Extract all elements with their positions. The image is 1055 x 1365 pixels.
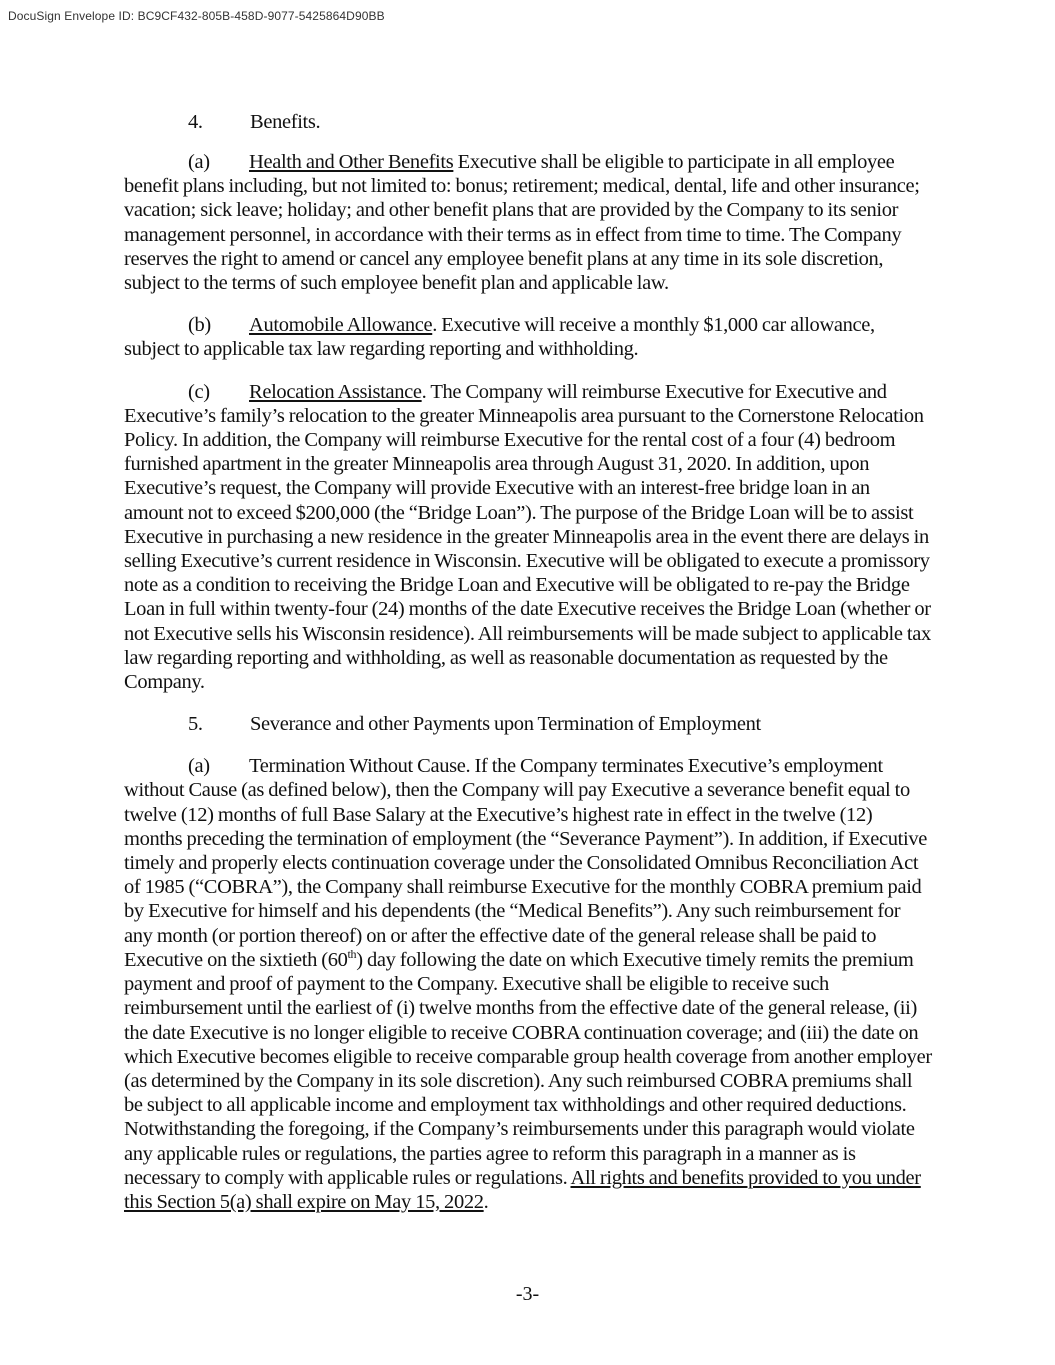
section-4-number: 4. [188,111,203,133]
section-5a-final-period: . [483,1190,489,1213]
section-5a-paragraph [124,754,932,1214]
docusign-envelope-id: DocuSign Envelope ID: BC9CF432-805B-458D-9077-5425864D90BB [8,9,385,23]
section-5a-heading: Termination Without Cause. [249,755,471,778]
section-4c-paragraph [124,380,932,695]
section-5a-label: (a) [188,755,210,778]
section-4a-paragraph [124,150,932,295]
section-5a-text-1: If the Company terminates Executive’s employment without Cause (as defined below), then the Company will pay Executive a severance benefit equal to twelve (12) months of full Base Salary at the Executive’s highest rate in effect in the twelve (12) months preceding the termination of employment (the “Severance Payment”). In addition, if Executive timely and properly elects continuation coverage under the Consolidated Omnibus Reconciliation Act of 1985 (“COBRA”), the Company shall reimburse Executive for the monthly COBRA premium paid by Executive for himself and his dependents (the “Medical Benefits”). Any such reimbursement for any month (or portion thereof) on or after the effective date of the general release shall be paid to Executive on the sixtieth (60 [124,755,927,971]
page-number: -3- [515,1283,540,1305]
section-4b-paragraph [124,313,932,361]
section-5a-text-2: ) day following the date on which Executive timely remits the premium payment and proof of payment to the Company. Executive shall be eligible to receive such reimbursement until the earliest of (i) twelve months from the effective date of the general release, (ii) the date Executive is no longer eligible to receive COBRA continuation coverage; and (iii) the date on which Executive becomes eligible to receive comparable group health coverage from another employer (as determined by the Company in its sole discretion). Any such reimbursed COBRA premiums shall be subject to all applicable income and employment tax withholdings and other required deductions. Notwithstanding the foregoing, if the Company’s reimbursements under this paragraph would violate any applicable rules or regulations, the parties agree to reform this paragraph in a manner as is necessary to comply with applicable rules or regulations. [124,948,932,1189]
document-body [124,110,932,1214]
section-5-number: 5. [188,713,203,736]
section-4-title: Benefits. [250,111,321,133]
section-4a-heading: Health and Other Benefits [249,151,454,173]
section-4-heading [124,110,932,134]
section-4a-text: Executive shall be eligible to participate in all employee benefit plans including, but not limited to: bonus; retirement; medical, dental, life and other insurance; vacation; sick leave; holiday; and other benefit plans that are provided by the Company to its senior management personnel, in accordance with their terms as in effect from time to time. The Company reserves the right to amend or cancel any employee benefit plans at any time in its sole discretion, subject to the terms of such employee benefit plan and applicable law. [124,151,920,295]
section-5a-superscript: th [347,947,357,962]
section-4b-text: . Executive will receive a monthly $1,000 car allowance, subject to applicable tax law regarding reporting and withholding. [124,314,875,361]
section-5-title: Severance and other Payments upon Termination of Employment [250,713,761,736]
section-4c-text: . The Company will reimburse Executive for Executive and Executive’s family’s relocation to the greater Minneapolis area pursuant to the Cornerstone Relocation Policy. In addition, the Company will reimburse Executive for the rental cost of a four (4) bedroom furnished apartment in the greater Minneapolis area through August 31, 2020. In addition, upon Executive’s request, the Company will provide Executive with an interest-free bridge loan in an amount not to exceed $200,000 (the “Bridge Loan”). The purpose of the Bridge Loan will be to assist Executive in purchasing a new residence in the greater Minneapolis area in the event there are delays in selling Executive’s current residence in Wisconsin. Executive will be obligated to execute a promissory note as a condition to receiving the Bridge Loan and Executive will be obligated to re-pay the Bridge Loan in full within twenty-four (24) months of the date Executive receives the Bridge Loan (whether or not Executive sells his Wisconsin residence). All reimbursements will be made subject to applicable tax law regarding reporting and withholding, as well as reasonable documentation as requested by the Company. [124,380,931,694]
section-4b-label: (b) [188,314,211,337]
section-4b-heading: Automobile Allowance [249,314,433,337]
section-5a-expiry-clause: All rights and benefits provided to you under this Section 5(a) shall expire on May 15, 2022 [124,1166,921,1213]
section-4c-heading: Relocation Assistance [249,380,422,403]
section-4c-label: (c) [188,380,210,403]
section-4a-label: (a) [188,151,210,173]
section-5-heading [124,712,932,736]
